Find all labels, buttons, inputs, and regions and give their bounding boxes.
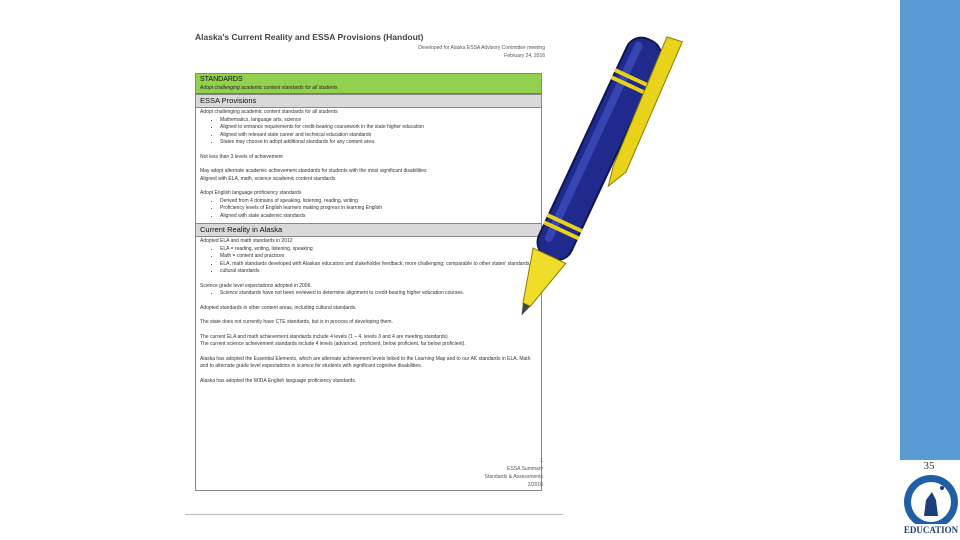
- reality-paragraph: The state does not currently have CTE standards, but is in process of developing them.: [200, 319, 393, 325]
- doc-footer-line3: 2/2016: [527, 482, 543, 488]
- essa-bullet: • States may choose to adopt additional standards for any content area: [220, 139, 537, 147]
- reality-bullet: • cultural standards: [220, 268, 537, 276]
- doc-title: Alaska's Current Reality and ESSA Provisions (Handout): [195, 32, 424, 42]
- doc-meta-line2: February 24, 2016: [504, 53, 545, 59]
- essa-provisions-body: [196, 108, 541, 223]
- essa-paragraph: Adopt English language proficiency standards: [200, 190, 302, 196]
- doc-footer-page: 1: [540, 458, 543, 464]
- essa-bullet: • Mathematics, language arts, science: [220, 117, 537, 125]
- reality-intro: Adopted ELA and math standards in 2012: [200, 238, 293, 244]
- essa-paragraph: May adopt alternate academic achievement standards for students with the most significant disabilities: [200, 168, 427, 174]
- essa-paragraph: Aligned with ELA, math, science academic content standards: [200, 175, 336, 182]
- standards-header-bar: [196, 74, 541, 94]
- reality-bullet-list: [200, 246, 537, 276]
- reality-paragraph: The current ELA and math achievement standards include 4 levels (1 – 4, levels 3 and 4 are meeting standards): [200, 333, 448, 340]
- essa-bullet: • Aligned with state academic standards: [220, 213, 537, 221]
- reality-bullet: • ELA = reading, writing, listening, speaking: [220, 246, 537, 254]
- standards-subheader: Adopt challenging academic content standards for all students: [200, 85, 338, 91]
- slide-side-panel: [900, 0, 960, 460]
- slide-page-number: 35: [923, 460, 935, 472]
- reality-paragraph: Science grade level expectations adopted in 2006.: [200, 282, 312, 289]
- reality-paragraph: The current science achievement standards include 4 levels (advanced, proficient, below proficient, far below proficient).: [200, 341, 466, 347]
- doc-footer: [485, 457, 543, 489]
- reality-paragraph: Adopted standards in other content areas, including cultural standards.: [200, 304, 357, 311]
- essa-bullet: • Proficiency levels of English learners making progress in learning English: [220, 205, 537, 213]
- doc-footer-line2: Standards & Assessments: [484, 474, 543, 480]
- essa-bullet-list: [200, 117, 537, 147]
- seal-label: EDUCATION: [903, 525, 959, 535]
- doc-meta-line1: Developed for Alaska ESSA Advisory Committee meeting: [418, 45, 545, 51]
- reality-bullet-list-2: [200, 290, 537, 298]
- essa-provisions-header: ESSA Provisions: [196, 94, 541, 108]
- pen-illustration: [500, 0, 730, 380]
- doc-footer-line1: ESSA Summary: [507, 466, 543, 472]
- reality-bullet: • ELA, math standards developed with Alaskan educators and stakeholder feedback; more challenging; comparable to other states' standards: [220, 261, 537, 269]
- essa-paragraph: Not less than 3 levels of achievement: [200, 153, 283, 160]
- reality-paragraph: Alaska has adopted the WIDA English language proficiency standards.: [200, 377, 357, 384]
- doc-bottom-rule: [185, 514, 563, 515]
- essa-bullet: • Aligned to entrance requirements for credit-bearing coursework in the state higher education: [220, 124, 537, 132]
- current-reality-header: Current Reality in Alaska: [196, 223, 541, 237]
- current-reality-body: [196, 237, 541, 388]
- essa-bullet: • Derived from 4 domains of speaking, listening, reading, writing: [220, 198, 537, 206]
- reality-bullet: • Math = content and practices: [220, 253, 537, 261]
- essa-bullet-list-2: [200, 198, 537, 221]
- essa-bullet: • Aligned with relevant state career and technical education standards: [220, 132, 537, 140]
- standards-table: [195, 73, 542, 491]
- education-department-seal-icon: [902, 472, 960, 540]
- essa-intro: Adopt challenging academic content standards for all students: [200, 109, 338, 115]
- reality-paragraph: Alaska has adopted the Essential Elements, which are alternate achievement levels linked to the Learning Map and to our AK standards in ELA. Math and to alternate grade level expectations in science for students with significant cognitive disabilities.: [200, 355, 531, 369]
- reality-bullet: • Science standards have not been reviewed to determine alignment to credit-bearing higher education courses.: [220, 290, 537, 298]
- standards-header: STANDARDS: [200, 76, 243, 83]
